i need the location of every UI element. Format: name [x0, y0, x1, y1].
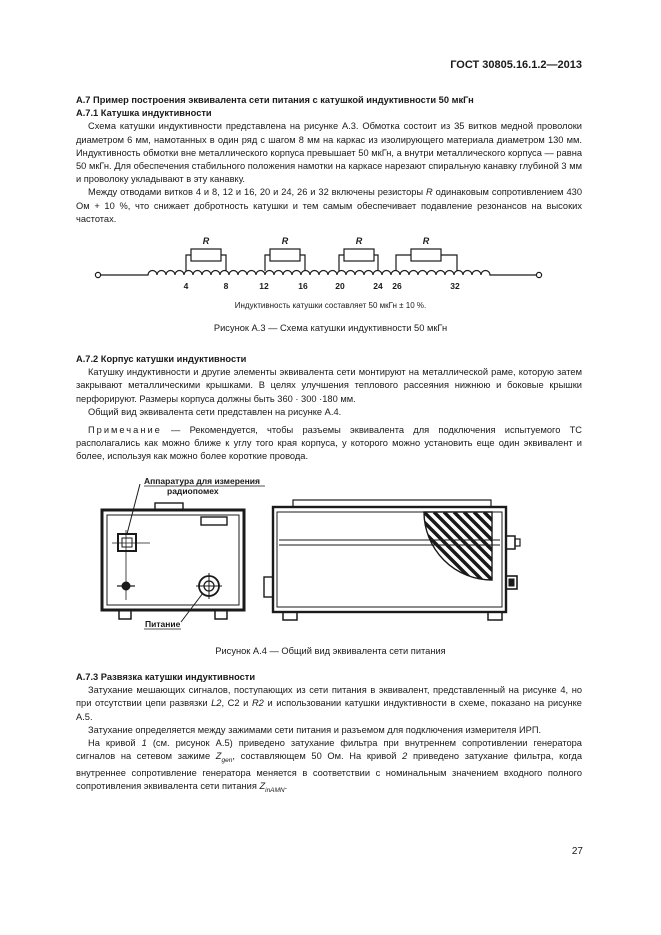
- section-a72-paragraph-2: Общий вид эквивалента сети представлен на рисунке А.4.: [88, 406, 342, 417]
- tap-label: 8: [223, 281, 229, 291]
- section-a72-paragraph-1: Катушку индуктивности и другие элементы эквивалента сети монтируют на металлической раме, которую затем закрывают металлическими крышками. В целях улучшения теплового рассеяния нижнюю и боковые крышки перфорируют. Размеры корпуса должны быть 360 · 300 ·180 мм.: [76, 367, 582, 404]
- tap-label: 12: [259, 281, 269, 291]
- side-connector: [506, 536, 515, 549]
- resistor-label: R: [355, 236, 363, 246]
- variable-r: R: [426, 187, 433, 198]
- subscript-inamn: inAMN: [265, 787, 285, 795]
- text-run: , C2 и: [221, 698, 252, 709]
- symbol-l2: L2: [211, 698, 222, 709]
- resistor-label: R: [422, 236, 430, 246]
- symbol-z: Z: [259, 781, 266, 792]
- text-run: (см. рисунок А.5) приведено затухание фильтра при внутреннем сопротивлении генератора сигналов на сетевом зажиме: [76, 738, 582, 762]
- section-a73-paragraph-2: Затухание определяется между зажимами сети питания и разъемом для подключения измерителя ИРП.: [88, 724, 542, 735]
- tap-label: 4: [183, 281, 189, 291]
- label-measure-equipment-2: радиопомех: [167, 486, 219, 496]
- note-text: — Рекомендуется, чтобы разъемы эквивалента для подключения испытуемого ТС располагались как можно ближе к углу того края корпуса, у которого можно установить еще один эквивалент и более, используя как можно более короткие провода.: [76, 425, 582, 462]
- front-view: [102, 484, 244, 622]
- symbol-z: Z: [215, 751, 222, 762]
- side-foot: [283, 612, 297, 620]
- label-power: Питание: [145, 619, 181, 629]
- label-measure-equipment: Аппаратура для измерения: [144, 476, 260, 486]
- text-run: Между отводами витков 4 и 8, 12 и 16, 20 и 24, 26 и 32 включены резисторы: [88, 187, 427, 198]
- figure-a3-note: Индуктивность катушки составляет 50 мкГн ± 10 %.: [234, 301, 427, 310]
- section-a7-heading: А.7 Пример построения эквивалента сети питания с катушкой индуктивности 50 мкГн: [76, 95, 474, 105]
- tap-label: 32: [450, 281, 460, 291]
- figure-a3-caption: Рисунок А.3 — Схема катушки индуктивности 50 мкГн: [213, 323, 448, 333]
- section-a71-paragraph-1: Схема катушки индуктивности представлена на рисунке А.3. Обмотка состоит из 35 витков медной проволоки диаметром 6 мм, намотанных в один ряд с шагом 8 мм на каркас из изолирующего материала диаметром 130 мм. Индуктивность обмотки вне металлического корпуса превышает 50 мкГн, а внутри металлического корпуса — равна 50 мкГн. Для обеспечения стабильного положения намотки на каркасе нарезают спиральную канавку глубиной 3 мм и проволоку укладывают в эту канавку.: [76, 121, 582, 185]
- subscript-gen: gen: [221, 757, 233, 765]
- front-case-inner: [107, 515, 239, 605]
- page-number: 27: [571, 846, 583, 857]
- resistor-label: R: [202, 236, 210, 246]
- symbol-r2: R2: [251, 698, 264, 709]
- text-run: Затухание мешающих сигналов, поступающих из сети питания в эквивалент, представленный на рисунке 4, но при отсутствии цепи развязки: [76, 685, 582, 709]
- measure-connector: [118, 534, 136, 551]
- side-view: [264, 500, 552, 620]
- text-run: одинаковым сопротивлением 430 Ом + 10 %, что снижает добротность катушки и тем самым обеспечивает подавление резонансов на высоких частотах.: [76, 187, 582, 224]
- side-foot: [488, 612, 502, 620]
- section-a73-paragraph-3: [76, 737, 582, 798]
- text-run: и использовании катушки индуктивности в схеме, показано на рисунке А.5.: [76, 698, 582, 722]
- resistor-label: R: [281, 236, 289, 246]
- curve-number: 2: [402, 751, 408, 762]
- text-run: На кривой: [88, 738, 142, 749]
- figure-a4-caption: Рисунок А.4 — Общий вид эквивалента сети питания: [215, 646, 446, 656]
- tap-label: 20: [335, 281, 345, 291]
- side-bracket: [264, 577, 273, 597]
- section-a73: [76, 671, 582, 798]
- note-label: Примечание: [88, 425, 162, 436]
- tap-label: 16: [298, 281, 308, 291]
- document-code: ГОСТ 30805.16.1.2—2013: [450, 59, 582, 71]
- text-run: , составляющем 50 Ом. На кривой: [232, 751, 403, 762]
- section-a73-paragraph-1: [76, 684, 582, 724]
- section-a73-heading: А.7.3 Развязка катушки индуктивности: [76, 672, 256, 682]
- curve-number: 1: [141, 738, 147, 749]
- indicator-window: [201, 517, 227, 525]
- text-run: приведено затухание фильтра, когда внутреннее сопротивление генератора меняется в соответствии с номинальным значением входного полного сопротивления эквивалента сети питания: [76, 751, 582, 792]
- text-run: .: [284, 781, 288, 792]
- section-a71-heading: А.7.1 Катушка индуктивности: [76, 108, 212, 119]
- section-a72-heading: А.7.2 Корпус катушки индуктивности: [76, 354, 247, 364]
- tap-label: 24: [373, 281, 383, 291]
- tap-label: 26: [392, 281, 402, 291]
